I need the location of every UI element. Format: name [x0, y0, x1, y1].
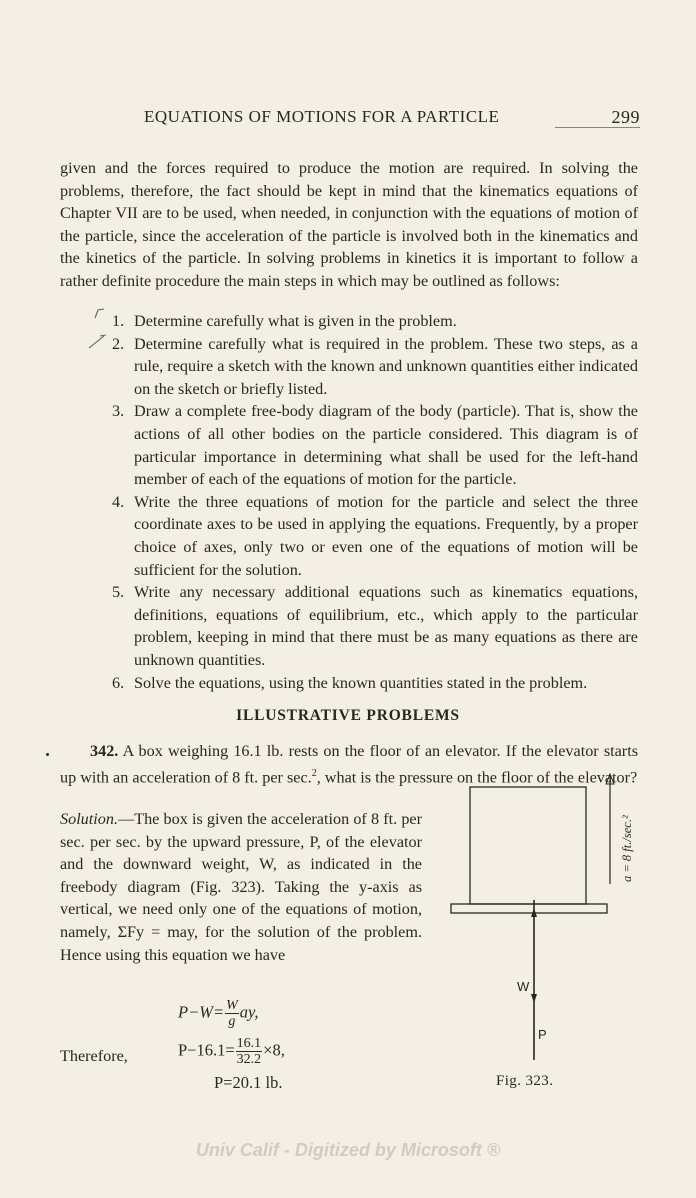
- equation-1-left: P−W=: [178, 1002, 225, 1022]
- acceleration-label: a = 8 ft./sec.²: [620, 815, 634, 882]
- list-item: [112, 333, 638, 401]
- step-text: Determine carefully what is given in the problem.: [134, 312, 457, 330]
- equation-1: [178, 998, 259, 1029]
- fraction-denominator: g: [228, 1014, 236, 1029]
- equation-1-right: ay,: [239, 1002, 259, 1022]
- procedure-steps: [112, 310, 638, 694]
- equation-2: [178, 1036, 285, 1067]
- equation-2-right: ×8,: [263, 1040, 285, 1060]
- step-number: 4.: [112, 492, 125, 511]
- step-text: Draw a complete free-body diagram of the body (particle). That is, show the actions of all other bodies on the particle considered. This diagram is of particular importance in determining what shall be used for the left-hand member of each of the equations of motion for the particle.: [134, 402, 638, 489]
- solution-paragraph: [60, 808, 422, 966]
- list-item: [112, 400, 638, 490]
- margin-dot: [46, 753, 49, 756]
- problem-text-b: , what is the pressure on the floor of the elevator?: [316, 767, 638, 786]
- fraction-numerator: 16.1: [236, 1036, 262, 1051]
- step-text: Determine carefully what is required in the problem. These two steps, as a rule, require a sketch with the known and unknown quantities either indicated on the sketch or briefly listed.: [134, 334, 638, 398]
- pencil-mark-icon: [92, 306, 108, 322]
- weight-arrowhead: [531, 994, 537, 1003]
- fraction-16-over-32: [236, 1036, 263, 1067]
- fraction-w-over-g: [225, 998, 239, 1029]
- step-number: 5.: [112, 583, 125, 602]
- fraction-denominator: 32.2: [236, 1052, 262, 1067]
- list-item: [112, 581, 638, 671]
- running-title: EQUATIONS OF MOTIONS FOR A PARTICLE: [144, 107, 500, 126]
- step-number: 6.: [112, 673, 125, 692]
- equation-2-left: P−16.1=: [178, 1040, 235, 1060]
- label-p: P: [538, 1027, 547, 1042]
- therefore-label: Therefore,: [60, 1047, 128, 1065]
- problem-text-a: A box weighing 16.1 lb. rests on the floor of an elevator. If the elevator starts up with an acceleration of 8 ft. per sec.: [60, 742, 638, 786]
- free-body-diagram: [445, 762, 634, 1074]
- step-number: 1.: [112, 312, 125, 330]
- solution-text: —The box is given the acceleration of 8 ft. per sec. per sec. by the upward pressure, P, of the elevator and the downward weight, W, as indicated in the freebody diagram (Fig. 323). Taking the y-axis as vertical, we need only one of the equations of motion, namely, ΣFy = may, for the solution of the problem. Hence using this equation we have: [60, 810, 422, 964]
- step-number: 2.: [112, 334, 125, 353]
- figure-caption: Fig. 323.: [496, 1073, 554, 1089]
- header-rule: [555, 127, 640, 128]
- problem-sup: 2: [311, 767, 317, 779]
- list-item: [112, 672, 638, 695]
- label-w: W: [517, 979, 530, 994]
- box-outline: [470, 787, 586, 904]
- step-text: Write the three equations of motion for the particle and select the three coordinate axes to be used in applying the equations. Frequently, by a proper choice of axes, only two or even one of the equations of motion will be sufficient for the solution.: [134, 492, 638, 579]
- elevator-floor: [451, 904, 607, 913]
- step-text: Solve the equations, using the known quantities stated in the problem.: [134, 673, 588, 692]
- step-text: Write any necessary additional equations such as kinematics equations, definitions, equations of equilibrium, etc., which apply to the particular problem, keeping in mind that there must be as many equations as there are unknown quantities.: [134, 583, 638, 669]
- solution-label: Solution.: [60, 810, 119, 828]
- list-item: [112, 491, 638, 581]
- step-number: 3.: [112, 402, 125, 421]
- intro-paragraph: given and the forces required to produce the motion are required. In solving the problems, therefore, the fact should be kept in mind that the kinematics equations of Chapter VII are to be used, when needed, in conjunction with the equations of motion of the particle, since the acceleration of the particle is involved both in the kinematics and the kinetics of the particle. In solving problems in kinetics it is important to follow a rather definite procedure the main steps in which may be outlined as follows:: [60, 159, 638, 290]
- list-item: [112, 310, 638, 333]
- page-number: 299: [611, 107, 640, 127]
- watermark: Univ Calif - Digitized by Microsoft ®: [195, 1140, 501, 1160]
- problem-number: 342.: [90, 742, 119, 760]
- result-equation: P=20.1 lb.: [214, 1073, 283, 1092]
- pencil-mark-icon: [86, 332, 112, 350]
- fraction-numerator: W: [226, 998, 238, 1013]
- section-title: ILLUSTRATIVE PROBLEMS: [236, 707, 460, 724]
